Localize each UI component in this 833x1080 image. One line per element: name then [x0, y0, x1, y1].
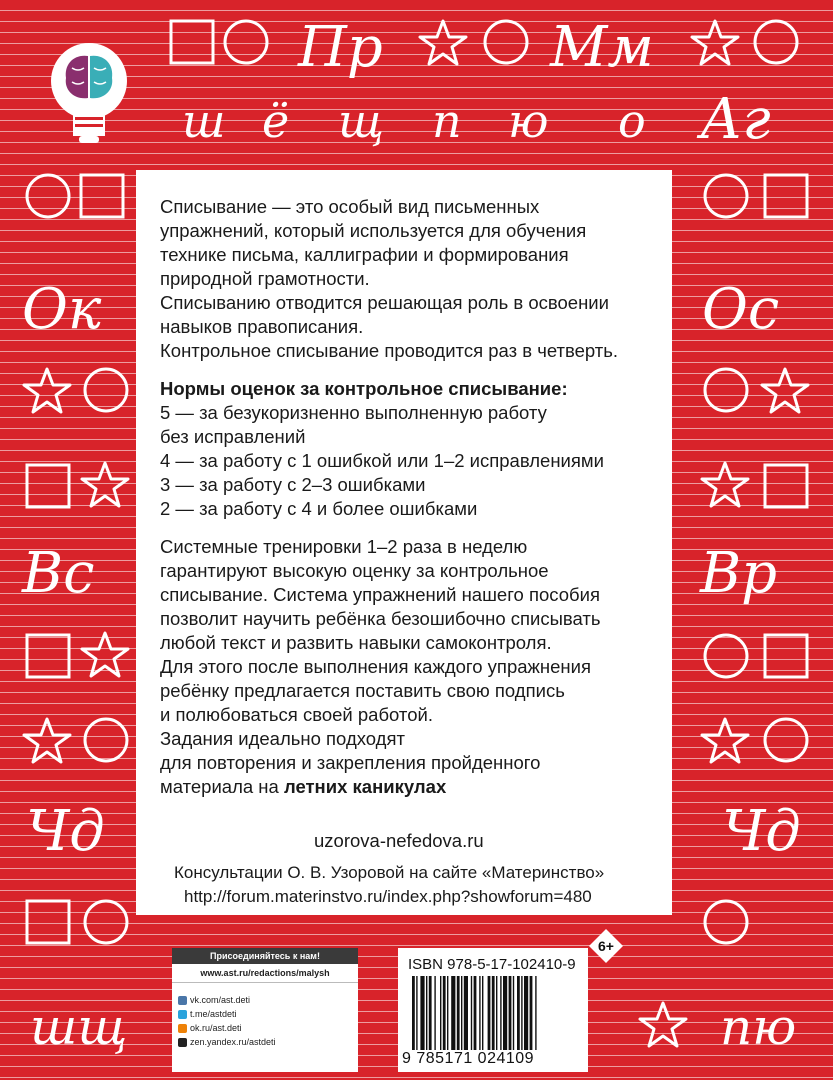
circle-outline-shape	[702, 898, 750, 946]
square-outline-shape	[762, 172, 810, 220]
circle-outline-shape	[82, 366, 130, 414]
social-link-label: ok.ru/ast.deti	[190, 1023, 242, 1033]
square-outline-shape	[762, 632, 810, 680]
star-outline-shape	[700, 460, 750, 510]
body-line: ребёнку предлагается поставить свою подпись	[160, 680, 565, 701]
norm-line: 5 — за безукоризненно выполненную работу	[160, 402, 547, 423]
circle-outline-shape	[222, 18, 270, 66]
publisher-site-link[interactable]: www.ast.ru/redactions/malysh	[172, 964, 358, 983]
handwritten-letters: Вс	[22, 541, 95, 606]
social-header: Присоединяйтесь к нам!	[172, 948, 358, 964]
social-link-label: t.me/astdeti	[190, 1009, 237, 1019]
zen-icon	[178, 1038, 187, 1047]
social-link-ok[interactable]	[178, 1022, 242, 1034]
body-line-prefix: материала на	[160, 776, 284, 797]
square-outline-shape	[168, 18, 216, 66]
norm-line: без исправлений	[160, 426, 306, 447]
social-link-zen[interactable]	[178, 1036, 276, 1048]
square-outline-shape	[24, 898, 72, 946]
social-link-vk[interactable]	[178, 994, 250, 1006]
forum-url-link[interactable]: http://forum.materinstvo.ru/index.php?showforum=480	[184, 887, 592, 906]
telegram-icon	[178, 1010, 187, 1019]
star-outline-shape	[418, 18, 468, 68]
circle-outline-shape	[24, 172, 72, 220]
body-line: и полюбоваться своей работой.	[160, 704, 433, 725]
isbn-label: ISBN 978-5-17-102410-9	[408, 956, 576, 973]
body-line: для повторения и закрепления пройденного	[160, 752, 541, 773]
circle-outline-shape	[482, 18, 530, 66]
body-line: Задания идеально подходят	[160, 728, 405, 749]
circle-outline-shape	[702, 366, 750, 414]
handwritten-letters: Ос	[702, 277, 780, 342]
norm-line: 3 — за работу с 2–3 ошибками	[160, 474, 426, 495]
odnoklassniki-icon	[178, 1024, 187, 1033]
star-outline-shape	[22, 366, 72, 416]
lightbulb-brain-logo	[44, 38, 134, 148]
circle-outline-shape	[762, 716, 810, 764]
star-outline-shape	[760, 366, 810, 416]
barcode	[412, 976, 578, 1050]
website-link[interactable]: uzorova-nefedova.ru	[314, 830, 484, 851]
body-line: списывание. Система упражнений нашего пособия	[160, 584, 600, 605]
body-line: Списыванию отводится решающая роль в освоении	[160, 292, 609, 313]
star-outline-shape	[638, 1000, 688, 1050]
circle-outline-shape	[82, 716, 130, 764]
body-line: Системные тренировки 1–2 раза в неделю	[160, 536, 528, 557]
star-outline-shape	[700, 716, 750, 766]
circle-outline-shape	[752, 18, 800, 66]
handwritten-letters: шщ	[30, 998, 128, 1056]
square-outline-shape	[78, 172, 126, 220]
handwritten-letter: ю	[508, 94, 549, 148]
body-line: любой текст и развить навыки самоконтроля.	[160, 632, 552, 653]
body-line: навыков правописания.	[160, 316, 364, 337]
age-rating-badge	[588, 928, 624, 964]
body-line: Списывание — это особый вид письменных	[160, 196, 540, 217]
isbn-barcode-box	[398, 948, 588, 1072]
square-outline-shape	[762, 462, 810, 510]
social-link-label: zen.yandex.ru/astdeti	[190, 1037, 276, 1047]
norm-line: 4 — за работу с 1 ошибкой или 1–2 исправлениями	[160, 450, 604, 471]
body-line	[160, 778, 446, 797]
handwritten-letters: Ок	[22, 277, 102, 342]
star-outline-shape	[80, 630, 130, 680]
handwritten-letter: ш	[182, 94, 226, 148]
star-outline-shape	[690, 18, 740, 68]
norm-line: 2 — за работу с 4 и более ошибками	[160, 498, 478, 519]
body-line: природной грамотности.	[160, 268, 370, 289]
square-outline-shape	[24, 632, 72, 680]
norms-heading: Нормы оценок за контрольное списывание:	[160, 378, 568, 399]
handwritten-letters: Аг	[700, 87, 771, 152]
handwritten-letters: пю	[720, 998, 797, 1056]
description-panel	[136, 170, 672, 915]
summer-holidays-emphasis: летних каникулах	[283, 776, 447, 797]
circle-outline-shape	[702, 172, 750, 220]
barcode-digits: 9 785171 024109	[402, 1050, 535, 1067]
circle-outline-shape	[702, 632, 750, 680]
vk-icon	[178, 996, 187, 1005]
handwritten-letter: щ	[338, 94, 385, 148]
circle-outline-shape	[82, 898, 130, 946]
body-line: позволит научить ребёнка безошибочно списывать	[160, 608, 601, 629]
star-outline-shape	[80, 460, 130, 510]
body-line: технике письма, каллиграфии и формирования	[160, 244, 569, 265]
consultation-line: Консультации О. В. Узоровой на сайте «Материнство»	[174, 863, 605, 882]
handwritten-letters: Вр	[700, 541, 777, 606]
handwritten-letters: Чд	[722, 799, 801, 864]
handwritten-letter: о	[618, 94, 646, 148]
age-rating-label: 6+	[598, 938, 614, 954]
social-links-box	[172, 948, 358, 1072]
body-line: Для этого после выполнения каждого упражнения	[160, 656, 591, 677]
body-line: гарантируют высокую оценку за контрольное	[160, 560, 549, 581]
handwritten-letters: Пр	[298, 15, 383, 80]
handwritten-letter: ё	[262, 94, 290, 148]
social-link-label: vk.com/ast.deti	[190, 995, 251, 1005]
star-outline-shape	[22, 716, 72, 766]
handwritten-letter: п	[432, 94, 462, 148]
square-outline-shape	[24, 462, 72, 510]
handwritten-letters: Мм	[550, 15, 654, 80]
body-line: упражнений, который используется для обучения	[160, 220, 587, 241]
handwritten-letters: Чд	[26, 799, 105, 864]
social-link-telegram[interactable]	[178, 1008, 237, 1020]
body-line: Контрольное списывание проводится раз в четверть.	[160, 340, 619, 361]
